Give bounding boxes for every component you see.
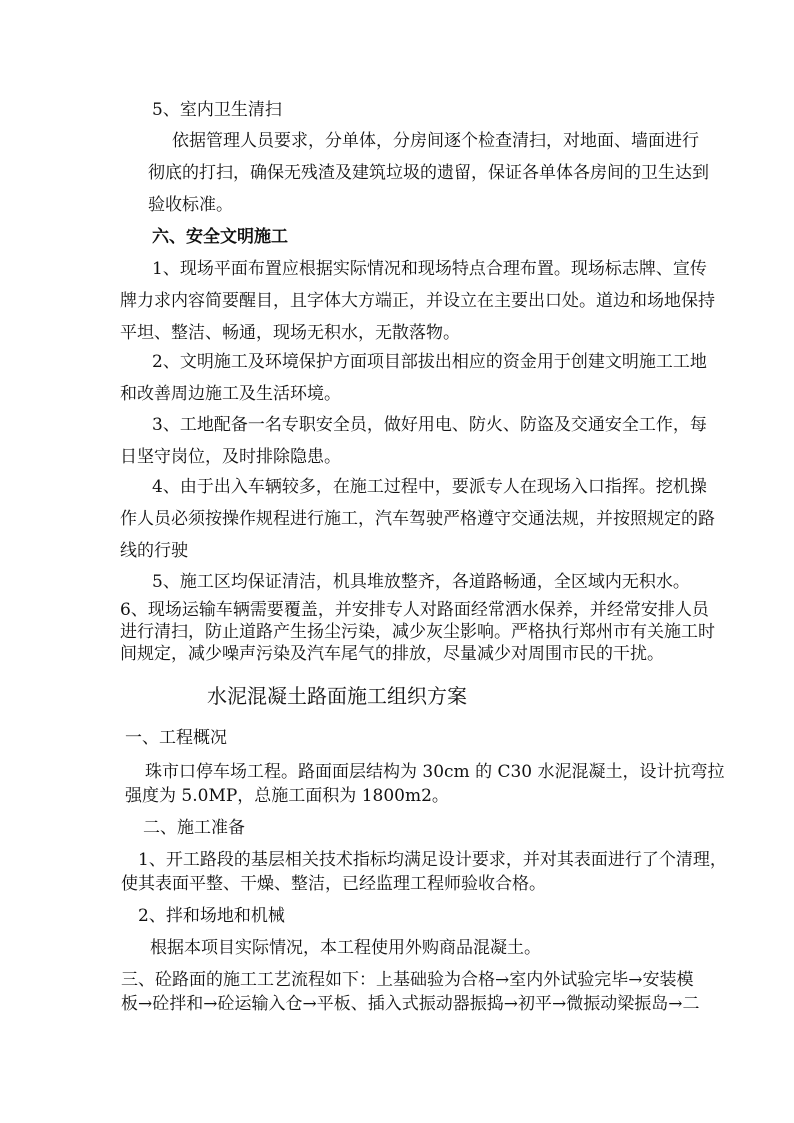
- overview-line-2: 强度为 5.0MP，总施工面积为 1800m2。: [125, 786, 449, 806]
- section5-line-3: 验收标准。: [148, 195, 233, 215]
- section5-heading: 5、室内卫生清扫: [152, 100, 282, 120]
- section5-line-1: 依据管理人员要求，分单体，分房间逐个检查清扫，对地面、墙面进行: [172, 131, 699, 151]
- section6-item5: 5、施工区均保证清洁，机具堆放整齐，各道路畅通，全区域内无积水。: [152, 572, 690, 592]
- prep-item1-line-1: 1、开工路段的基层相关技术指标均满足设计要求，并对其表面进行了个清理，: [138, 850, 727, 870]
- prep-item1-line-2: 使其表面平整、干燥、整洁，已经监理工程师验收合格。: [121, 874, 546, 894]
- process-line-2: 板→砼拌和→砼运输入仓→平板、插入式振动器振捣→初平→微振动梁振岛→二: [121, 994, 700, 1014]
- section6-heading: 六、安全文明施工: [152, 227, 288, 247]
- overview-line-1: 珠市口停车场工程。路面面层结构为 30cm 的 C30 水泥混凝土，设计抗弯拉: [145, 762, 725, 782]
- section6-item4-line-1: 4、由于出入车辆较多，在施工过程中，要派专人在现场入口指挥。挖机操: [152, 477, 707, 497]
- prep-heading: 二、施工准备: [143, 818, 245, 838]
- section6-item2-line-1: 2、文明施工及环境保护方面项目部拔出相应的资金用于创建文明施工工地: [152, 352, 707, 372]
- section6-item6-line-1: 6、现场运输车辆需要覆盖，并安排专人对路面经常洒水保养，并经常安排人员: [120, 600, 709, 620]
- section6-item6-line-2: 进行清扫，防止道路产生扬尘污染，减少灰尘影响。严格执行郑州市有关施工时: [120, 622, 715, 642]
- section6-item3-line-1: 3、工地配备一名专职安全员，做好用电、防火、防盗及交通安全工作，每: [152, 415, 707, 435]
- section6-item2-line-2: 和改善周边施工及生活环境。: [120, 384, 341, 404]
- section6-item1-line-3: 平坦、整洁、畅通，现场无积水，无散落物。: [120, 323, 460, 343]
- section6-item3-line-2: 日坚守岗位，及时排除隐患。: [120, 447, 341, 467]
- section6-item6-line-3: 间规定，减少噪声污染及汽车尾气的排放，尽量减少对周围市民的干扰。: [120, 644, 664, 664]
- section6-item1-line-1: 1、现场平面布置应根据实际情况和现场特点合理布置。现场标志牌、宣传: [152, 259, 707, 279]
- section6-item1-line-2: 牌力求内容简要醒目，且字体大方端正，并设立在主要出口处。道边和场地保持: [120, 291, 715, 311]
- section6-item4-line-2: 作人员必须按操作规程进行施工，汽车驾驶严格遵守交通法规，并按照规定的路: [120, 509, 715, 529]
- prep-item2-text: 根据本项目实际情况，本工程使用外购商品混凝土。: [150, 938, 541, 958]
- overview-heading: 一、工程概况: [125, 728, 227, 748]
- section5-line-2: 彻底的打扫，确保无残渣及建筑垃圾的遗留，保证各单体各房间的卫生达到: [148, 163, 709, 183]
- process-line-1: 三、砼路面的施工工艺流程如下：上基础验为合格→室内外试验完毕→安装模: [121, 970, 694, 990]
- prep-item2-heading: 2、拌和场地和机械: [138, 906, 285, 926]
- document-title: 水泥混凝土路面施工组织方案: [207, 684, 467, 708]
- section6-item4-line-3: 线的行驶: [120, 541, 188, 561]
